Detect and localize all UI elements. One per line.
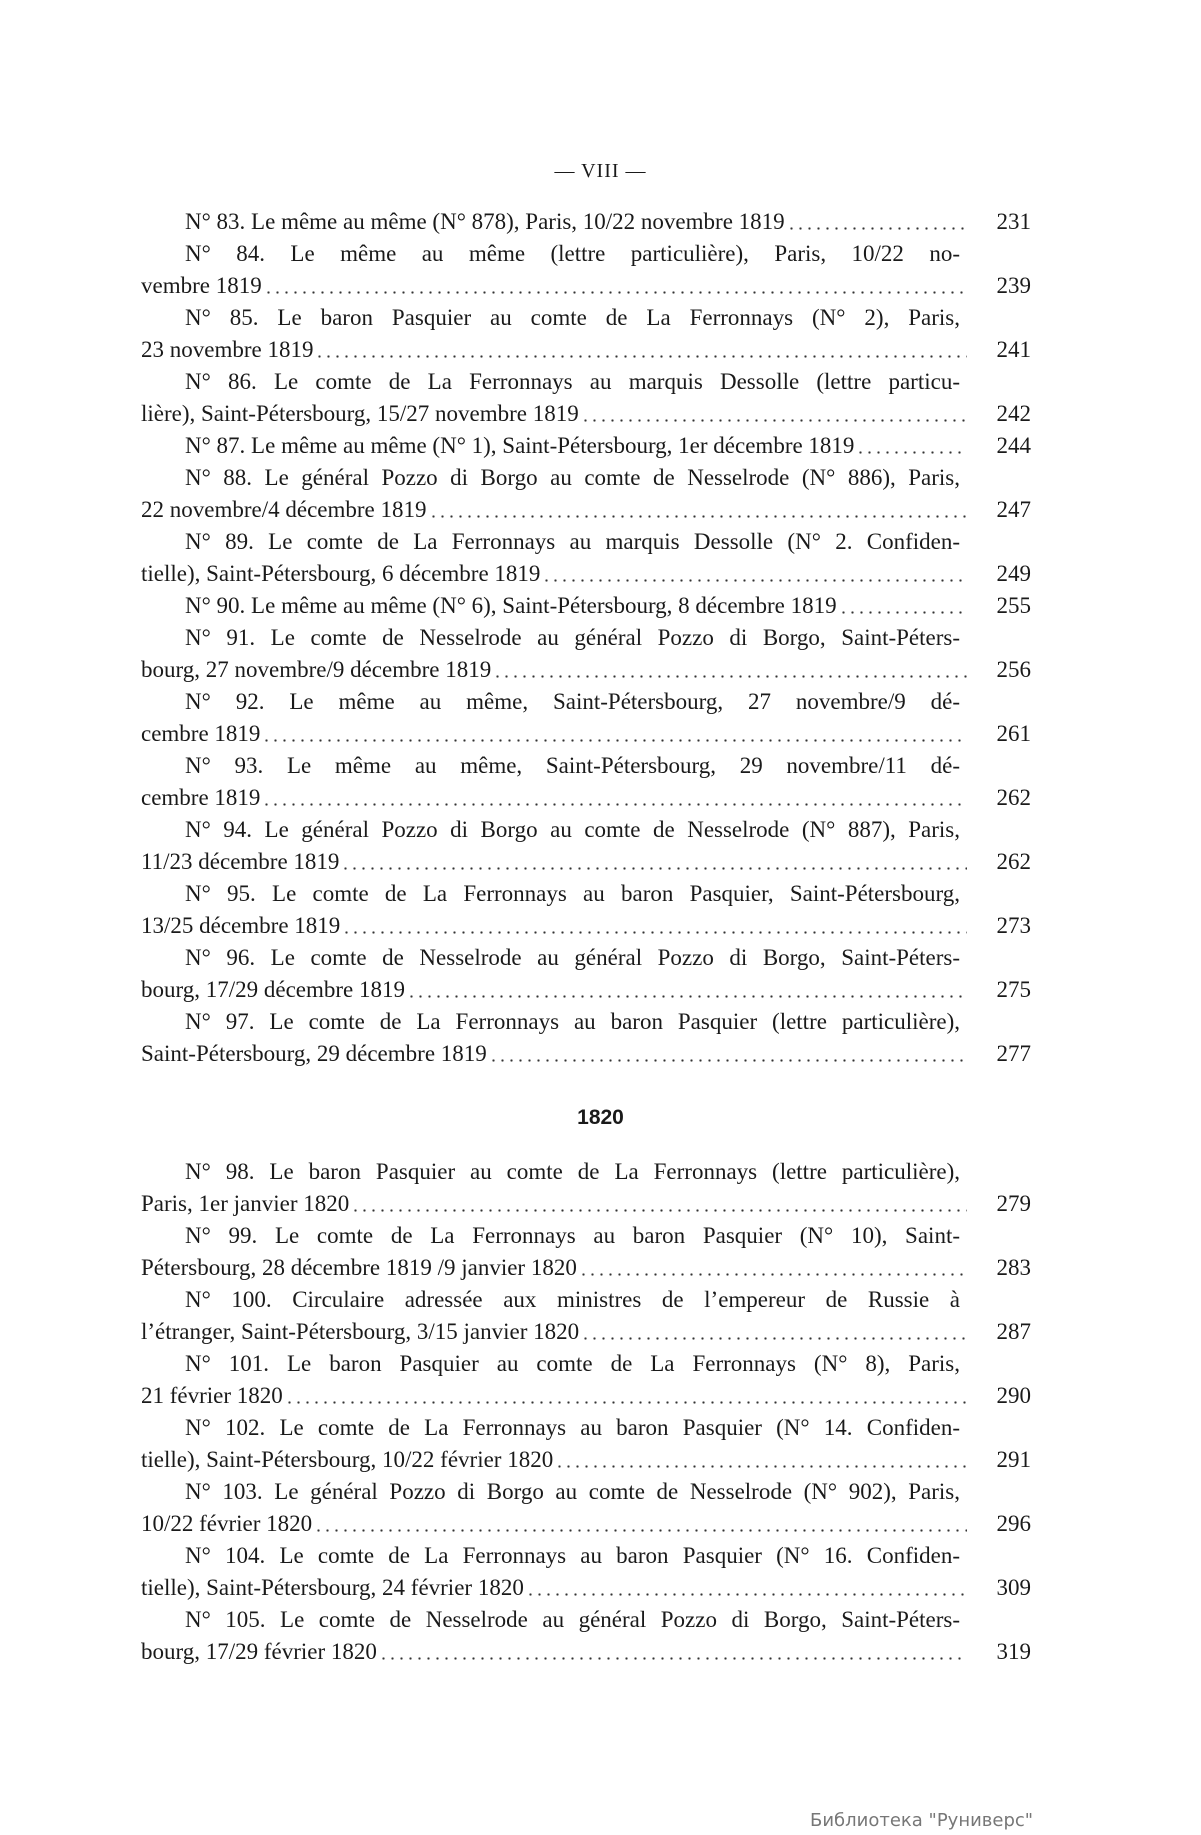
dot-leader xyxy=(581,419,967,422)
dot-leader xyxy=(542,579,967,582)
toc-entry-text: lière), Saint-Pétersbourg, 15/27 novembre 1819 xyxy=(141,401,579,426)
toc-entry xyxy=(141,1156,1031,1220)
toc-entry-line: N° 97. Le comte de La Ferronnays au baron Pasquier (lettre particulière), xyxy=(185,1009,960,1034)
dot-leader xyxy=(489,1059,967,1062)
toc-entry-text: 23 novembre 1819 xyxy=(141,337,314,362)
toc-entry-line: N° 95. Le comte de La Ferronnays au baron Pasquier, Saint-Pétersbourg, xyxy=(185,881,960,906)
toc-entry-line: N° 102. Le comte de La Ferronnays au baron Pasquier (N° 14. Confiden- xyxy=(185,1415,960,1440)
dot-leader xyxy=(526,1593,967,1596)
toc-entry-text: Saint-Pétersbourg, 29 décembre 1819 xyxy=(141,1041,487,1066)
toc-entry-text: N° 90. Le même au même (N° 6), Saint-Pétersbourg, 8 décembre 1819 xyxy=(185,593,837,618)
page-number: 242 xyxy=(996,401,1031,426)
toc-entry-text: vembre 1819 xyxy=(141,273,262,298)
toc-entry-text: cembre 1819 xyxy=(141,785,261,810)
page-number: 287 xyxy=(996,1319,1031,1344)
toc-entry-line: N° 104. Le comte de La Ferronnays au baron Pasquier (N° 16. Confiden- xyxy=(185,1543,960,1568)
page-number: 290 xyxy=(996,1383,1031,1408)
page-number: 255 xyxy=(996,593,1031,618)
toc-entry-text: cembre 1819 xyxy=(141,721,261,746)
toc-entry-text: bourg, 17/29 décembre 1819 xyxy=(141,977,406,1002)
dot-leader xyxy=(787,227,967,230)
toc-entry xyxy=(141,750,1031,814)
toc-entry-last-line xyxy=(141,494,1031,526)
dot-leader xyxy=(581,1337,967,1340)
page-number: 319 xyxy=(996,1639,1031,1664)
toc-entry-last-line xyxy=(141,1038,1031,1070)
toc-entry-text: 21 février 1820 xyxy=(141,1383,283,1408)
page-number: 231 xyxy=(996,209,1031,234)
toc-entry xyxy=(141,1220,1031,1284)
toc-entry-last-line xyxy=(141,590,1031,622)
toc-entry-last-line xyxy=(141,206,1031,238)
toc-entry xyxy=(141,462,1031,526)
toc-entry xyxy=(141,1006,1031,1070)
page-number: 239 xyxy=(996,273,1031,298)
dot-leader xyxy=(839,611,967,614)
dot-leader xyxy=(856,451,967,454)
toc-entry xyxy=(141,686,1031,750)
toc-entry xyxy=(141,1540,1031,1604)
toc-entry-last-line xyxy=(141,430,1031,462)
toc-entry-line: N° 101. Le baron Pasquier au comte de La Ferronnays (N° 8), Paris, xyxy=(185,1351,960,1376)
toc-entry-last-line xyxy=(141,1636,1031,1668)
toc-entry xyxy=(141,814,1031,878)
toc-entry-text: 11/23 décembre 1819 xyxy=(141,849,340,874)
toc-entry-last-line xyxy=(141,910,1031,942)
dot-leader xyxy=(429,515,968,518)
toc-entry xyxy=(141,238,1031,302)
toc-entry-text: 22 novembre/4 décembre 1819 xyxy=(141,497,427,522)
toc-entry-text: Paris, 1er janvier 1820 xyxy=(141,1191,350,1216)
dot-leader xyxy=(351,1209,967,1212)
toc-entry-text: bourg, 27 novembre/9 décembre 1819 xyxy=(141,657,492,682)
toc-entry-text: 10/22 février 1820 xyxy=(141,1511,313,1536)
toc-entry-line: N° 91. Le comte de Nesselrode au général Pozzo di Borgo, Saint-Péters- xyxy=(185,625,960,650)
dot-leader xyxy=(379,1657,967,1660)
toc-entry-last-line xyxy=(141,1316,1031,1348)
toc-entry xyxy=(141,206,1031,238)
toc-entry xyxy=(141,1412,1031,1476)
toc-entry xyxy=(141,1348,1031,1412)
toc-entry-text: l’étranger, Saint-Pétersbourg, 3/15 janvier 1820 xyxy=(141,1319,580,1344)
library-watermark: Библиотека "Руниверс" xyxy=(810,1810,1034,1831)
page-number: 261 xyxy=(996,721,1031,746)
page-number: 262 xyxy=(996,785,1031,810)
toc-entry-text: tielle), Saint-Pétersbourg, 24 février 1820 xyxy=(141,1575,524,1600)
page-number: 247 xyxy=(996,497,1031,522)
toc-entry-text: Pétersbourg, 28 décembre 1819 /9 janvier 1820 xyxy=(141,1255,577,1280)
toc-entry-line: N° 98. Le baron Pasquier au comte de La Ferronnays (lettre particulière), xyxy=(185,1159,960,1184)
toc-entry xyxy=(141,1604,1031,1668)
toc-entry-last-line xyxy=(141,846,1031,878)
toc-entry xyxy=(141,430,1031,462)
dot-leader xyxy=(315,355,967,358)
toc-entry-text: bourg, 17/29 février 1820 xyxy=(141,1639,377,1664)
toc-entry xyxy=(141,590,1031,622)
page-number: 279 xyxy=(996,1191,1031,1216)
dot-leader xyxy=(555,1465,967,1468)
toc-entry-last-line xyxy=(141,1508,1031,1540)
dot-leader xyxy=(341,867,967,870)
page-number: 256 xyxy=(996,657,1031,682)
dot-leader xyxy=(264,291,967,294)
toc-entry-last-line xyxy=(141,654,1031,686)
toc-entry-last-line xyxy=(141,974,1031,1006)
page-number: 291 xyxy=(996,1447,1031,1472)
toc-entry-line: N° 94. Le général Pozzo di Borgo au comte de Nesselrode (N° 887), Paris, xyxy=(185,817,960,842)
toc-entry-last-line xyxy=(141,782,1031,814)
toc-entry xyxy=(141,366,1031,430)
toc-entry-last-line xyxy=(141,718,1031,750)
toc-entry-line: N° 96. Le comte de Nesselrode au général Pozzo di Borgo, Saint-Péters- xyxy=(185,945,960,970)
page-number: 296 xyxy=(996,1511,1031,1536)
dot-leader xyxy=(407,995,967,998)
toc-entry-line: N° 85. Le baron Pasquier au comte de La Ferronnays (N° 2), Paris, xyxy=(185,305,960,330)
toc-entry-text: 13/25 décembre 1819 xyxy=(141,913,341,938)
dot-leader xyxy=(493,675,967,678)
toc-entry-last-line xyxy=(141,1252,1031,1284)
page-number: 244 xyxy=(996,433,1031,458)
toc-entry-line: N° 88. Le général Pozzo di Borgo au comte de Nesselrode (N° 886), Paris, xyxy=(185,465,960,490)
toc-entry-line: N° 93. Le même au même, Saint-Pétersbourg, 29 novembre/11 dé- xyxy=(185,753,960,778)
toc-entry xyxy=(141,1284,1031,1348)
toc-entry-line: N° 86. Le comte de La Ferronnays au marquis Dessolle (lettre particu- xyxy=(185,369,960,394)
toc-entry-last-line xyxy=(141,1188,1031,1220)
dot-leader xyxy=(314,1529,967,1532)
dot-leader xyxy=(262,739,967,742)
toc-entry-line: N° 92. Le même au même, Saint-Pétersbourg, 27 novembre/9 dé- xyxy=(185,689,960,714)
section-heading-1820: 1820 xyxy=(577,1106,624,1129)
page-number: 241 xyxy=(996,337,1031,362)
toc-entry xyxy=(141,878,1031,942)
page-number: 277 xyxy=(996,1041,1031,1066)
toc-entry-line: N° 89. Le comte de La Ferronnays au marquis Dessolle (N° 2. Confiden- xyxy=(185,529,960,554)
dot-leader xyxy=(262,803,967,806)
page-number: 262 xyxy=(996,849,1031,874)
toc-entry-last-line xyxy=(141,334,1031,366)
page-number: 273 xyxy=(996,913,1031,938)
dot-leader xyxy=(579,1273,967,1276)
page-number: 275 xyxy=(996,977,1031,1002)
toc-entry-last-line xyxy=(141,1572,1031,1604)
dot-leader xyxy=(285,1401,967,1404)
toc-entry-last-line xyxy=(141,398,1031,430)
toc-entry-text: N° 83. Le même au même (N° 878), Paris, 10/22 novembre 1819 xyxy=(185,209,785,234)
toc-entry xyxy=(141,1476,1031,1540)
page-number: 283 xyxy=(996,1255,1031,1280)
toc-entry xyxy=(141,526,1031,590)
toc-entry-last-line xyxy=(141,1444,1031,1476)
toc-entry-text: N° 87. Le même au même (N° 1), Saint-Pétersbourg, 1er décembre 1819 xyxy=(185,433,855,458)
toc-entry-last-line xyxy=(141,270,1031,302)
toc-entry-line: N° 84. Le même au même (lettre particulière), Paris, 10/22 no- xyxy=(185,241,960,266)
toc-entry-line: N° 105. Le comte de Nesselrode au général Pozzo di Borgo, Saint-Péters- xyxy=(185,1607,960,1632)
toc-section-1820 xyxy=(141,1156,1031,1668)
toc-entry-text: tielle), Saint-Pétersbourg, 6 décembre 1819 xyxy=(141,561,541,586)
toc-entry xyxy=(141,622,1031,686)
toc-entry-last-line xyxy=(141,558,1031,590)
toc-entry-text: tielle), Saint-Pétersbourg, 10/22 février 1820 xyxy=(141,1447,554,1472)
toc-entry xyxy=(141,302,1031,366)
toc-entry-line: N° 100. Circulaire adressée aux ministres de l’empereur de Russie à xyxy=(185,1287,960,1312)
toc-entry-line: N° 103. Le général Pozzo di Borgo au comte de Nesselrode (N° 902), Paris, xyxy=(185,1479,960,1504)
toc-entry-last-line xyxy=(141,1380,1031,1412)
page-number: 249 xyxy=(996,561,1031,586)
toc-section-1819 xyxy=(141,206,1031,1070)
dot-leader xyxy=(342,931,967,934)
page-folio: — VIII — xyxy=(554,160,647,182)
page-number: 309 xyxy=(996,1575,1031,1600)
toc-entry-line: N° 99. Le comte de La Ferronnays au baron Pasquier (N° 10), Saint- xyxy=(185,1223,960,1248)
toc-entry xyxy=(141,942,1031,1006)
